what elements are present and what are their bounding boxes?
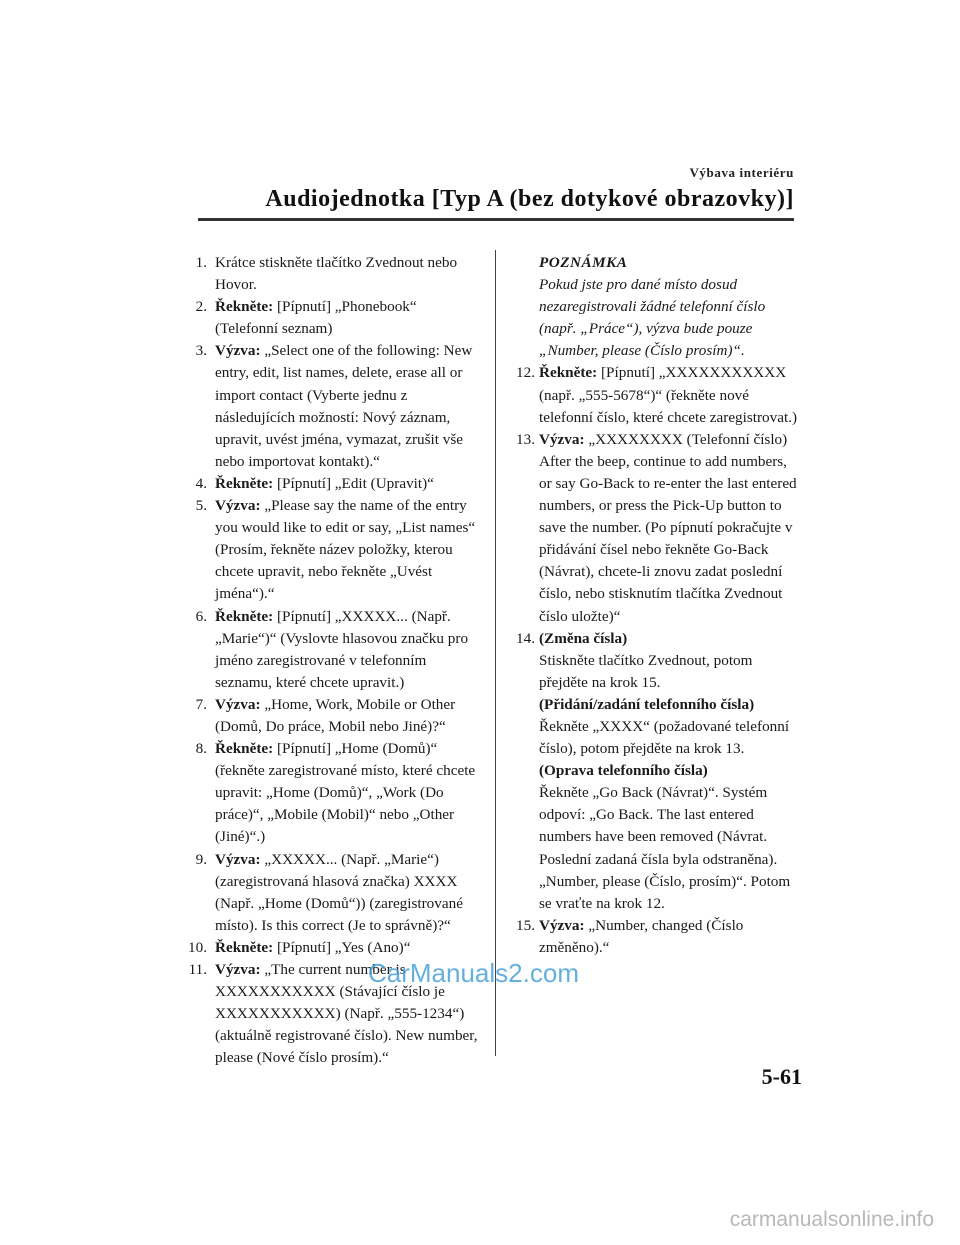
step-keyword: Řekněte: xyxy=(215,607,274,625)
step-keyword: Řekněte: xyxy=(215,938,274,956)
step-text: „Home, Work, Mobile or Other (Domů, Do práce, Mobil nebo Jiné)?“ xyxy=(215,695,456,735)
page-title: Audiojednotka [Typ A (bez dotykové obrazovky)] xyxy=(265,186,794,212)
step-number: 8. xyxy=(195,740,207,758)
step-5 xyxy=(175,495,480,605)
note-box xyxy=(499,252,799,362)
step-6 xyxy=(175,606,480,694)
right-column xyxy=(499,252,799,959)
step-number: 12. xyxy=(516,364,535,382)
step-3 xyxy=(175,340,480,473)
step-12 xyxy=(499,362,799,428)
step-keyword: Řekněte: xyxy=(539,364,598,382)
step-number: 7. xyxy=(195,695,207,713)
step-number: 10. xyxy=(188,938,207,956)
step-number: 15. xyxy=(516,916,535,934)
step-10 xyxy=(175,937,480,959)
step-text: „Please say the name of the entry you would like to edit or say, „List names“ (Prosím, řekněte název položky, kterou chcete upravit, nebo řekněte „Uvést jména“).“ xyxy=(215,497,476,603)
step-number: 9. xyxy=(195,850,207,868)
sub-heading-change-number: (Změna čísla) xyxy=(539,629,628,647)
step-text: [Pípnutí] „XXXXXXXXXXX (např. „555-5678“)“ (řekněte nové telefonní číslo, které chcete zaregistrovat.) xyxy=(539,364,798,426)
step-keyword: Řekněte: xyxy=(215,474,274,492)
column-divider xyxy=(495,250,496,1056)
sub-text-change-number: Stiskněte tlačítko Zvednout, potom přejděte na krok 15. xyxy=(539,651,753,691)
sub-heading-correct-number: (Oprava telefonního čísla) xyxy=(539,762,708,780)
step-number: 2. xyxy=(195,298,207,316)
step-keyword: Výzva: xyxy=(215,342,261,360)
step-9 xyxy=(175,849,480,937)
step-keyword: Řekněte: xyxy=(215,740,274,758)
step-text: [Pípnutí] „Edit (Upravit)“ xyxy=(273,474,434,492)
step-number: 3. xyxy=(195,342,207,360)
step-1 xyxy=(175,252,480,296)
section-label: Výbava interiéru xyxy=(689,165,794,180)
title-rule xyxy=(198,218,794,221)
step-text: [Pípnutí] „XXXXX... (Např. „Marie“)“ (Vyslovte hlasovou značku pro jméno zaregistrované v telefonním seznamu, které chcete upravit.) xyxy=(215,607,469,691)
watermark-logo: CarManuals2.com xyxy=(368,958,579,988)
sub-heading-add-number: (Přidání/zadání telefonního čísla) xyxy=(539,695,755,713)
step-15 xyxy=(499,915,799,959)
step-text: Krátce stiskněte tlačítko Zvednout nebo Hovor. xyxy=(215,254,458,294)
step-number: 6. xyxy=(195,607,207,625)
step-number: 14. xyxy=(516,629,535,647)
step-text: [Pípnutí] „Phonebook“ (Telefonní seznam) xyxy=(215,298,417,338)
step-keyword: Výzva: xyxy=(539,430,585,448)
step-text: [Pípnutí] „Home (Domů)“ (řekněte zaregistrované místo, které chcete upravit: „Home (Domů)“, „Work (Do práce)“, „Mobile (Mobil)“ nebo „Other (Jiné)“.) xyxy=(215,740,476,846)
step-4 xyxy=(175,473,480,495)
step-number: 11. xyxy=(188,961,207,978)
step-keyword: Řekněte: xyxy=(215,298,274,316)
note-title: POZNÁMKA xyxy=(539,254,628,271)
sub-text-correct-number: Řekněte „Go Back (Návrat)“. Systém odpoví: „Go Back. The last entered numbers have been removed (Návrat. Poslední zadaná čísla byla odstraněna). „Number, please (Číslo, prosím)“. Potom se vraťte na krok 12. xyxy=(539,784,791,912)
step-text: [Pípnutí] „Yes (Ano)“ xyxy=(273,938,411,956)
step-number: 5. xyxy=(195,497,207,515)
step-keyword: Výzva: xyxy=(215,695,261,713)
step-2 xyxy=(175,296,480,340)
step-keyword: Výzva: xyxy=(539,916,585,934)
step-keyword: Výzva: xyxy=(215,850,261,868)
footer-watermark: carmanualsonline.info xyxy=(729,1208,934,1231)
step-text: „XXXXXXXX (Telefonní číslo) After the beep, continue to add numbers, or say Go-Back to re-enter the last entered numbers, or press the Pick-Up button to save the number. (Po pípnutí pokračujte v přidávání čísel nebo řekněte Go-Back (Návrat), chcete-li znovu zadat poslední číslo, nebo stisknutím tlačítka Zvednout číslo uložte)“ xyxy=(539,430,797,625)
step-keyword: Výzva: xyxy=(215,961,261,978)
left-column xyxy=(175,252,480,1069)
step-text: „XXXXX... (Např. „Marie“) (zaregistrovaná hlasová značka) XXXX (Např. „Home (Domů“)) (zaregistrované místo). Is this correct (Je to správně)?“ xyxy=(215,850,463,934)
step-keyword: Výzva: xyxy=(215,497,261,515)
sub-text-add-number: Řekněte „XXXX“ (požadované telefonní číslo), potom přejděte na krok 13. xyxy=(539,717,790,758)
step-13 xyxy=(499,429,799,628)
step-text: „Select one of the following: New entry, edit, list names, delete, erase all or import contact (Vyberte jednu z následujících možností: Nový záznam, upravit, uvést jména, vymazat, zrušit vše nebo importovat kontakt).“ xyxy=(215,342,473,470)
step-number: 13. xyxy=(516,430,535,448)
note-text: Pokud jste pro dané místo dosud nezaregistrovali žádné telefonní číslo (např. „Práce“), výzva bude pouze „Number, please (Číslo prosím)“. xyxy=(539,276,766,360)
step-14 xyxy=(499,628,799,915)
step-8 xyxy=(175,738,480,848)
page-number: 5-61 xyxy=(761,1064,802,1089)
step-number: 4. xyxy=(195,474,207,492)
step-number: 1. xyxy=(195,254,207,271)
step-7 xyxy=(175,694,480,738)
step-text: „The current number is XXXXXXXXXXX (Stávající číslo je XXXXXXXXXXX) (Např. „555-1234“) (aktuálně registrované číslo). New number, please (Nové číslo prosím).“ xyxy=(215,961,478,1067)
step-text: „Number, changed (Číslo změněno).“ xyxy=(539,916,744,956)
